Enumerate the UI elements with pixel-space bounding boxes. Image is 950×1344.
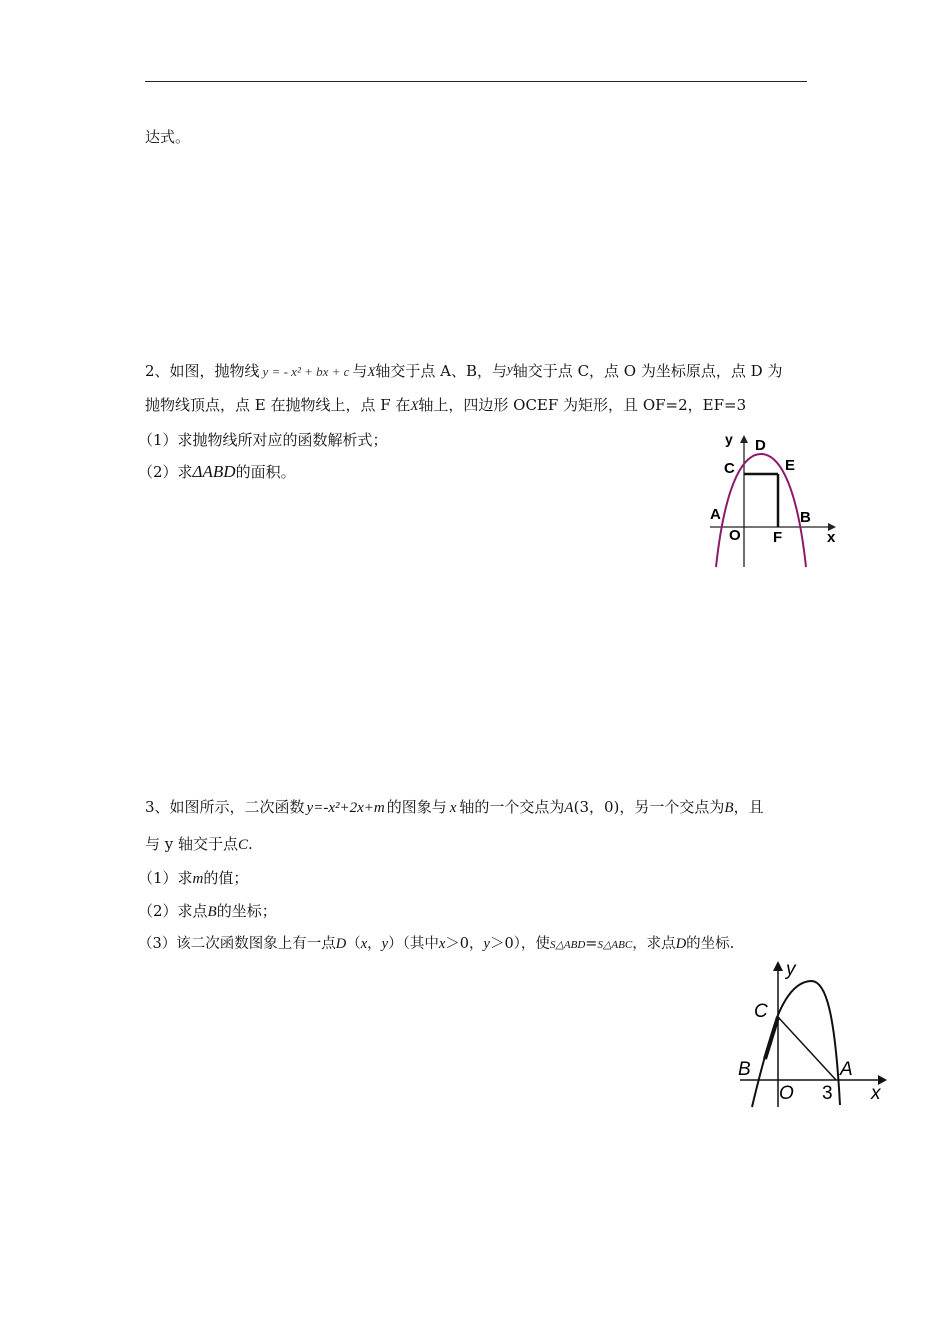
q3-line-2 (145, 834, 253, 855)
q3-segment-ca (778, 1017, 836, 1080)
header-rule (145, 81, 807, 82)
q3-line1-B: B (724, 800, 734, 816)
q3-sub3-D2: D (675, 936, 687, 952)
q3-line1-x: x (449, 800, 457, 816)
continuation-text: 达式。 (145, 128, 191, 146)
q3-sub1-m: m (192, 871, 204, 887)
q3-sub3-b: （ (346, 936, 361, 952)
q3-line-1 (145, 797, 764, 818)
q3-sub3-x2: x (438, 936, 446, 952)
q3-sub3-D: D (335, 936, 347, 952)
q3-sub3-S1: S△ABD (549, 939, 586, 951)
q3-sub3-d: ）（其中 (388, 936, 439, 952)
q2-line-1 (145, 359, 782, 382)
q3-sub3-a: （3）该二次函数图象上有一点 (138, 936, 336, 952)
q3-line2-a: 与 y 轴交于点 (145, 835, 239, 853)
q3-sub2-B: B (207, 904, 217, 920)
q2-subquestion-1: （1）求抛物线所对应的函数解析式； (138, 431, 388, 449)
q2-equation: y = - x² + bx + c (262, 364, 350, 379)
q2-y-symbol: y (507, 361, 513, 376)
q2-label-c: C (724, 460, 735, 477)
q3-label-three: 3 (822, 1083, 833, 1104)
q3-sub3-g: ，求点 (632, 936, 676, 952)
q2-text-b: 与 (352, 362, 368, 380)
q2-label-y: y (725, 431, 733, 447)
q2-line2-x: X (410, 398, 419, 413)
q2-label-f: F (773, 529, 783, 546)
q2-text-c: 轴交于点 A、B，与 (375, 362, 508, 380)
q3-sub1-a: （1）求 (138, 869, 193, 887)
q3-sub3-S2: S△ABC (597, 939, 633, 951)
q3-sub3-e: ＞0， (445, 936, 484, 952)
q3-sub3-h: 的坐标. (686, 936, 735, 952)
q3-y-arrow (773, 961, 783, 971)
q2-label-o: O (729, 527, 741, 544)
q3-sub3-y: y (381, 936, 389, 952)
q3-label-x: x (871, 1083, 881, 1104)
q3-sub2-a: （2）求点 (138, 902, 208, 920)
q2-sub2-b: 的面积。 (235, 463, 296, 481)
q3-label-y: y (786, 959, 796, 980)
q3-segment-bc (765, 1017, 778, 1059)
q3-line1-b: 的图象与 (386, 798, 447, 816)
q2-line2-a: 抛物线顶点，点 E 在抛物线上，点 F 在 (145, 396, 411, 414)
q3-parabola-figure (732, 955, 892, 1110)
q3-sub3-c: ， (367, 936, 382, 952)
q3-line1-c: 轴的一个交点为 (459, 798, 565, 816)
q2-line2-b: 轴上，四边形 OCEF 为矩形，且 OF=2，EF=3 (418, 396, 747, 414)
q3-sub3-y2: y (483, 936, 490, 952)
q2-parabola-figure (700, 425, 850, 570)
q3-subquestion-1 (138, 868, 248, 889)
q3-line2-C: C (238, 837, 249, 853)
q2-label-e: E (785, 457, 796, 474)
q3-sub3-f: ＞0），使 (489, 936, 550, 952)
q3-label-a: A (840, 1059, 853, 1080)
q2-x-symbol: X (367, 364, 376, 379)
q3-label-c: C (754, 1001, 768, 1022)
q3-sub2-b: 的坐标； (216, 902, 277, 920)
q3-label-o: O (779, 1083, 794, 1104)
q2-label-b: B (800, 509, 811, 526)
q3-sub3-eq: = (585, 936, 598, 952)
q3-subquestion-3 (138, 934, 734, 955)
q2-text-d: 轴交于点 C，点 O 为坐标原点，点 D 为 (512, 362, 783, 380)
q3-label-b: B (738, 1059, 751, 1080)
q2-y-arrow (740, 435, 748, 443)
q2-label-x: x (827, 529, 836, 546)
q2-label-a: A (710, 506, 721, 523)
q3-line2-b: . (248, 835, 253, 853)
q3-line1-d: (3，0)，另一个交点为 (573, 798, 725, 816)
q2-text-a: 2、如图，抛物线 (145, 362, 260, 380)
q2-line-2 (145, 395, 746, 416)
q3-line1-equation: y=-x²+2x+m (306, 800, 385, 816)
q2-label-d: D (755, 437, 766, 454)
q2-subquestion-2 (138, 462, 296, 482)
q3-sub1-b: 的值； (203, 869, 249, 887)
q3-line1-e: ，且 (733, 798, 764, 816)
q3-subquestion-2 (138, 901, 277, 922)
q2-triangle: ΔABD (192, 462, 236, 481)
q3-line1-a: 3、如图所示，二次函数 (145, 798, 305, 816)
q3-sub3-x: x (360, 936, 368, 952)
q2-sub2-a: （2）求 (138, 463, 193, 481)
q3-line1-A: A (564, 800, 574, 816)
